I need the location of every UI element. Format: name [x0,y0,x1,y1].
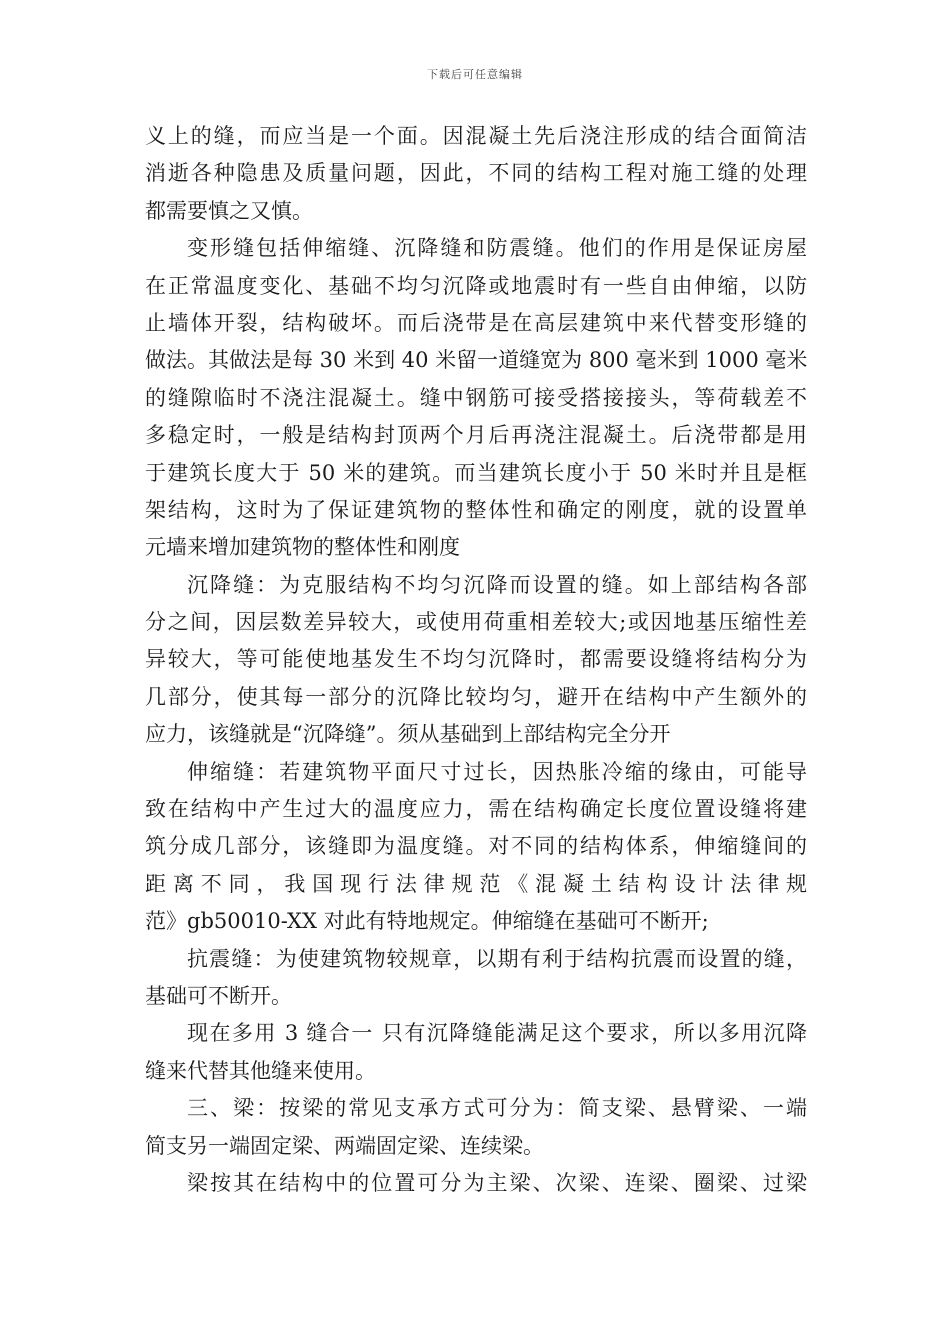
text-line: 消逝各种隐患及质量问题，因此，不同的结构工程对施工缝的处理 [145,161,807,186]
paragraph [145,941,807,1016]
document-body [145,118,807,1202]
text-line: 缝来代替其他缝来使用。 [145,1058,376,1083]
text-line: 伸缩缝：若建筑物平面尺寸过长，因热胀冷缩的缘由，可能导 [187,759,807,784]
text-line: 变形缝包括伸缩缝、沉降缝和防震缝。他们的作用是保证房屋 [187,236,807,261]
text-line: 基础可不断开。 [145,983,292,1008]
text-line: 异较大，等可能使地基发生不均匀沉降时，都需要设缝将结构分为 [145,647,807,672]
text-line: 应力，该缝就是“沉降缝”。须从基础到上部结构完全分开 [145,722,671,747]
text-line: 的缝隙临时不浇注混凝土。缝中钢筋可接受搭接接头，等荷载差不 [145,385,807,410]
text-line: 多稳定时，一般是结构封顶两个月后再浇注混凝土。后浇带都是用 [145,423,807,448]
text-line: 在正常温度变化、基础不均匀沉降或地震时有一些自由伸缩，以防 [145,273,807,298]
text-line: 义上的缝，而应当是一个面。因混凝土先后浇注形成的结合面简洁 [145,124,807,148]
text-line: 三、梁：按梁的常见支承方式可分为：简支梁、悬臂梁、一端 [187,1096,807,1121]
text-line: 筑分成几部分，该缝即为温度缝。对不同的结构体系，伸缩缝间的 [145,834,807,859]
text-line: 都需要慎之又慎。 [145,198,313,223]
paragraph [145,1015,807,1090]
text-line: 分之间，因层数差异较大，或使用荷重相差较大;或因地基压缩性差 [145,610,807,635]
text-line: 抗震缝：为使建筑物较规章，以期有利于结构抗震而设置的缝， [187,946,807,971]
text-line: 于建筑长度大于 50 米的建筑。而当建筑长度小于 50 米时并且是框 [145,460,807,485]
page-header: 下载后可任意编辑 [427,68,523,81]
paragraph [145,567,807,754]
text-line: 梁按其在结构中的位置可分为主梁、次梁、连梁、圈梁、过梁 [187,1170,807,1195]
paragraph [145,118,807,230]
text-line: 几部分，使其每一部分的沉降比较均匀，避开在结构中产生额外的 [145,684,807,709]
text-line: 现在多用 3 缝合一 只有沉降缝能满足这个要求，所以多用沉降 [187,1021,807,1046]
text-line: 简支另一端固定梁、两端固定梁、连续梁。 [145,1133,544,1158]
text-line: 元墙来增加建筑物的整体性和刚度 [145,535,460,560]
paragraph [145,1090,807,1165]
paragraph [145,754,807,941]
text-line: 范》gb50010-XX 对此有特地规定。伸缩缝在基础可不断开; [145,909,709,934]
text-line: 做法。其做法是每 30 米到 40 米留一道缝宽为 800 毫米到 1000 毫米 [145,348,807,373]
text-line: 距离不同，我国现行法律规范《混凝土结构设计法律规 [145,871,807,896]
text-line: 沉降缝：为克服结构不均匀沉降而设置的缝。如上部结构各部 [187,572,807,597]
text-line: 致在结构中产生过大的温度应力，需在结构确定长度位置设缝将建 [145,797,807,822]
text-line: 止墙体开裂，结构破坏。而后浇带是在高层建筑中来代替变形缝的 [145,310,807,335]
text-line: 架结构，这时为了保证建筑物的整体性和确定的刚度，就的设置单 [145,497,807,522]
paragraph [145,1165,807,1202]
paragraph [145,230,807,567]
